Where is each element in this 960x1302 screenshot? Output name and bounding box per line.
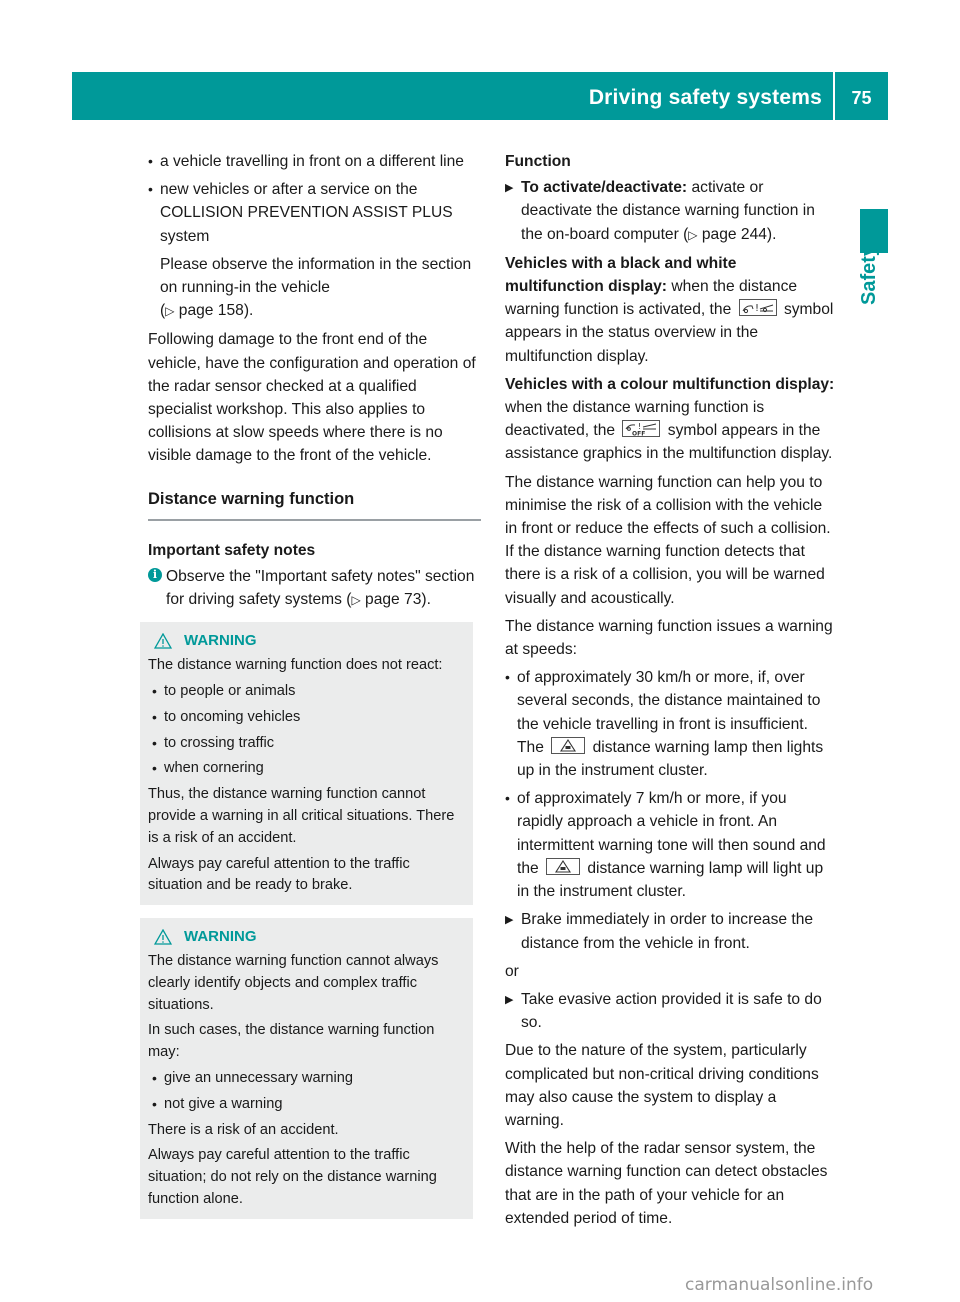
left-column (148, 150, 481, 1219)
bullet-item: • new vehicles or after a service on the COLLISION PREVENTION ASSIST PLUS system Please observe the information in the section on running-in the vehicle (▷ page 158). (148, 178, 481, 323)
bullet-item: • of approximately 30 km/h or more, if, over several seconds, the distance maintained to the vehicle travelling in front is insufficient. The distance warning lamp then lights up in the instrument cluster. (505, 666, 835, 782)
page-reference-link[interactable]: page 73 (365, 591, 422, 609)
distance-warning-on-symbol-icon (739, 299, 777, 316)
warning-box-1: WARNING The distance warning function does not react: • to people or animals • to oncoming vehicles • to crossing traffic • when cornering Thus, the distance warning function cannot provide a warning in all critical situations. There is a risk of an accident. Always pay careful attention to the traffic situation and be ready to brake. (140, 622, 473, 905)
or-label: or (505, 962, 519, 980)
bullet-item: • to crossing traffic (152, 733, 465, 755)
page-ref-arrow-icon: ▷ (351, 593, 361, 608)
section-title: Driving safety systems (588, 86, 822, 109)
warning-box-2: WARNING The distance warning function cannot always clearly identify objects and complex traffic situations. In such cases, the distance warning function may: • give an unnecessary warning • not give a warning There is a risk of an accident. Always pay careful attention to the traffic situation; do not rely on the distance warning function alone. (140, 918, 473, 1219)
page-header (72, 72, 888, 120)
instruction-step: ▶ Brake immediately in order to increase the distance from the vehicle in front. (505, 908, 835, 954)
radar-paragraph: With the help of the radar sensor system, the distance warning function can detect obstacles that are in the path of your vehicle for an extended period of time. (505, 1140, 828, 1227)
info-note: i Observe the "Important safety notes" section for driving safety systems (▷ page 73). (148, 565, 481, 612)
right-column (505, 150, 835, 1235)
bullet-item: • a vehicle travelling in front on a different line (148, 150, 481, 173)
function-heading: Function (505, 153, 571, 170)
subheading: Important safety notes (148, 541, 316, 559)
warning-triangle-icon (154, 633, 172, 649)
bullet-item: • to people or animals (152, 681, 465, 703)
svg-text:!: ! (754, 303, 759, 315)
page-number: 75 (851, 88, 872, 108)
distance-warning-lamp-icon (546, 858, 580, 875)
section-heading: Distance warning function (148, 488, 481, 521)
info-icon: i (148, 568, 162, 582)
distance-warning-off-symbol-icon (622, 420, 660, 437)
bullet-item: • not give a warning (152, 1094, 465, 1116)
bullet-item: • of approximately 7 km/h or more, if you rapidly approach a vehicle in front. An intermittent warning tone will then sound and the distance warning lamp will light up in the instrument cluster. (505, 787, 835, 903)
page-ref-arrow-icon: ▷ (688, 227, 698, 242)
colour-display-paragraph: Vehicles with a colour multifunction display: when the distance warning function is deactivated, the ! OFF symbol appears in the assistance graphics in the multifunction display. (505, 375, 835, 463)
instruction-step: ▶ Take evasive action provided it is safe to do so. (505, 988, 835, 1034)
nature-paragraph: Due to the nature of the system, particularly complicated but non-critical driving conditions may also cause the system to display a warning. (505, 1042, 819, 1129)
svg-text:!: ! (638, 422, 642, 432)
distance-warning-lamp-icon (551, 737, 585, 754)
page-ref-arrow-icon: ▷ (165, 304, 175, 319)
page-reference-link[interactable]: page 158 (178, 302, 244, 320)
instruction-step: ▶ To activate/deactivate: activate or deactivate the distance warning function in the on-board computer (▷ page 244). (505, 176, 835, 247)
svg-text:OFF: OFF (632, 430, 646, 437)
warning-heading: WARNING (148, 630, 465, 652)
speeds-intro: The distance warning function issues a warning at speeds: (505, 617, 833, 659)
damage-paragraph: Following damage to the front end of the vehicle, have the configuration and operation of the radar sensor checked at a qualified specialist workshop. This also applies to collisions at slow speeds where there is no visible damage to the front of the vehicle. (148, 331, 476, 465)
page-reference-link[interactable]: page 244 (701, 225, 767, 243)
bullet-note: Please observe the information in the section on running-in the vehicle (▷ page 158). (160, 255, 472, 320)
bullet-item: • when cornering (152, 758, 465, 780)
bullet-item: • give an unnecessary warning (152, 1068, 465, 1090)
help-paragraph: The distance warning function can help you to minimise the risk of a collision with the vehicle in front or reduce the effects of such a collision. If the distance warning function detects that there is a risk of a collision, you will be warned visually and acoustically. (505, 473, 831, 607)
bullet-item: • to oncoming vehicles (152, 707, 465, 729)
warning-heading: WARNING (148, 926, 465, 948)
bw-display-paragraph: Vehicles with a black and white multifunction display: when the distance warning function is activated, the ! symbol appears in the status overview in the multifunction display. (505, 254, 834, 365)
side-tab-label: Safety (858, 244, 880, 305)
watermark: carmanualsonline.info (685, 1275, 874, 1295)
warning-triangle-icon (154, 929, 172, 945)
